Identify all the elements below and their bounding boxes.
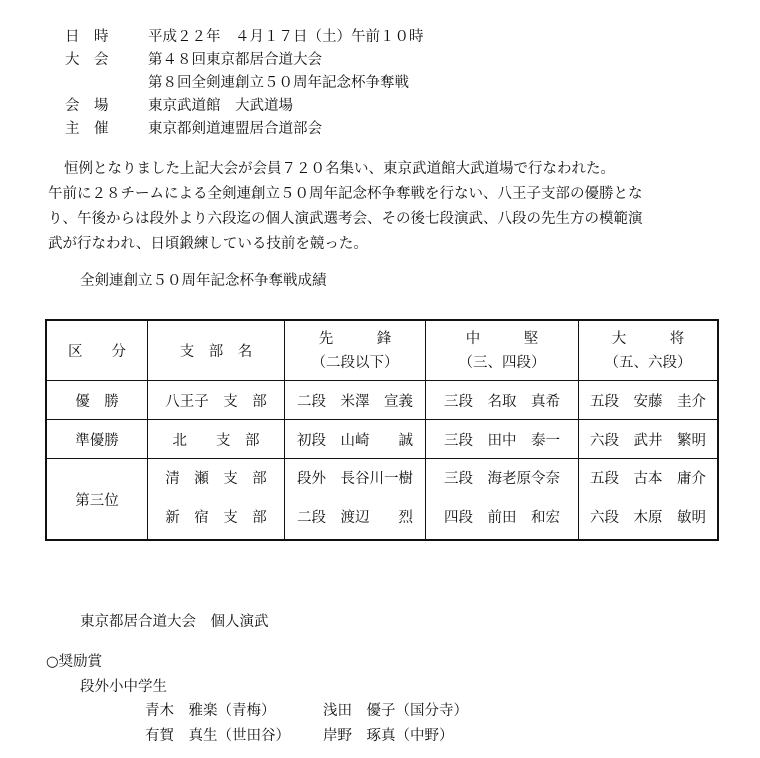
table-row <box>46 381 718 420</box>
branch-2: 新 宿 支 部 <box>165 510 267 526</box>
paragraph-line-1: 恒例となりました上記大会が会員７２０名集い、東京武道館大武道場で行なわれた。 <box>64 161 615 177</box>
info-label-venue: 会 場 <box>65 98 109 114</box>
row-senpo: 二段 米澤 宣義 <box>285 381 426 420</box>
row-chuken: 三段 田中 泰一 <box>426 420 579 459</box>
header-taisho-sub: （五、六段） <box>604 354 692 371</box>
paragraph-line-2: 午前に２８チームによる全剣連創立５０周年記念杯争奪戦を行ない、八王子支部の優勝とな <box>48 186 643 202</box>
row-taisho: 六段 武井 繁明 <box>579 420 719 459</box>
row-branch: 八王子 支 部 <box>148 381 285 420</box>
award-category: 段外小中学生 <box>80 679 167 695</box>
row-taisho: 五段 安藤 圭介 <box>579 381 719 420</box>
row-senpo: 初段 山崎 誠 <box>285 420 426 459</box>
paragraph-line-4: 武が行なわれ、日頃鍛練している技前を競った。 <box>48 236 368 252</box>
paragraph-line-3: り、午後からは段外より六段迄の個人演武選考会、その後七段演武、八段の先生方の模範演 <box>48 211 643 227</box>
taisho-2: 六段 木原 敏明 <box>590 510 706 526</box>
info-label-date: 日 時 <box>65 29 109 45</box>
chuken-2: 四段 前田 和宏 <box>444 510 560 526</box>
row-chuken <box>426 459 579 541</box>
header-taisho-title: 大 将 <box>611 330 685 347</box>
info-label-host: 主 催 <box>65 121 109 137</box>
header-chuken-sub: （三、四段） <box>458 354 546 371</box>
taisho-1: 五段 古本 庸介 <box>590 471 706 487</box>
awardee-2: 浅田 優子（国分寺） <box>323 703 468 719</box>
header-branch: 支 部 名 <box>148 320 285 381</box>
awardee-1: 青木 雅楽（青梅） <box>145 703 276 719</box>
awardee-3: 有賀 真生（世田谷） <box>145 728 290 744</box>
senpo-2: 二段 渡辺 烈 <box>297 510 413 526</box>
row-branch: 北 支 部 <box>148 420 285 459</box>
award-title: ○奨励賞 <box>46 654 103 670</box>
table-row-third-place <box>46 459 718 541</box>
header-senpo-title: 先 鋒 <box>318 330 392 347</box>
table-row <box>46 420 718 459</box>
info-value-event-2: 第８回全剣連創立５０周年記念杯争奪戦 <box>148 75 409 91</box>
individual-title: 東京都居合道大会 個人演武 <box>80 614 269 630</box>
header-rank: 区 分 <box>46 320 148 381</box>
header-senpo <box>285 320 426 381</box>
header-chuken-title: 中 堅 <box>465 330 539 347</box>
info-label-event: 大 会 <box>65 52 109 68</box>
row-rank: 準優勝 <box>46 420 148 459</box>
info-value-date: 平成２２年 ４月１７日（土）午前１０時 <box>148 29 424 45</box>
header-senpo-sub: （二段以下） <box>311 354 399 371</box>
row-chuken: 三段 名取 真希 <box>426 381 579 420</box>
awardee-4: 岸野 琢真（中野） <box>323 728 454 744</box>
row-branch <box>148 459 285 541</box>
row-rank: 第三位 <box>46 459 148 541</box>
branch-1: 清 瀬 支 部 <box>165 471 267 487</box>
row-taisho <box>579 459 719 541</box>
row-senpo <box>285 459 426 541</box>
senpo-1: 段外 長谷川一樹 <box>297 471 413 487</box>
header-chuken <box>426 320 579 381</box>
chuken-1: 三段 海老原令奈 <box>444 471 560 487</box>
header-taisho <box>579 320 719 381</box>
info-value-host: 東京都剣道連盟居合道部会 <box>148 121 322 137</box>
table-header-row <box>46 320 718 381</box>
info-value-event: 第４８回東京都居合道大会 <box>148 52 322 68</box>
row-rank: 優 勝 <box>46 381 148 420</box>
table-title: 全剣連創立５０周年記念杯争奪戦成績 <box>80 273 327 289</box>
results-table <box>45 319 719 541</box>
info-value-venue: 東京武道館 大武道場 <box>148 98 293 114</box>
